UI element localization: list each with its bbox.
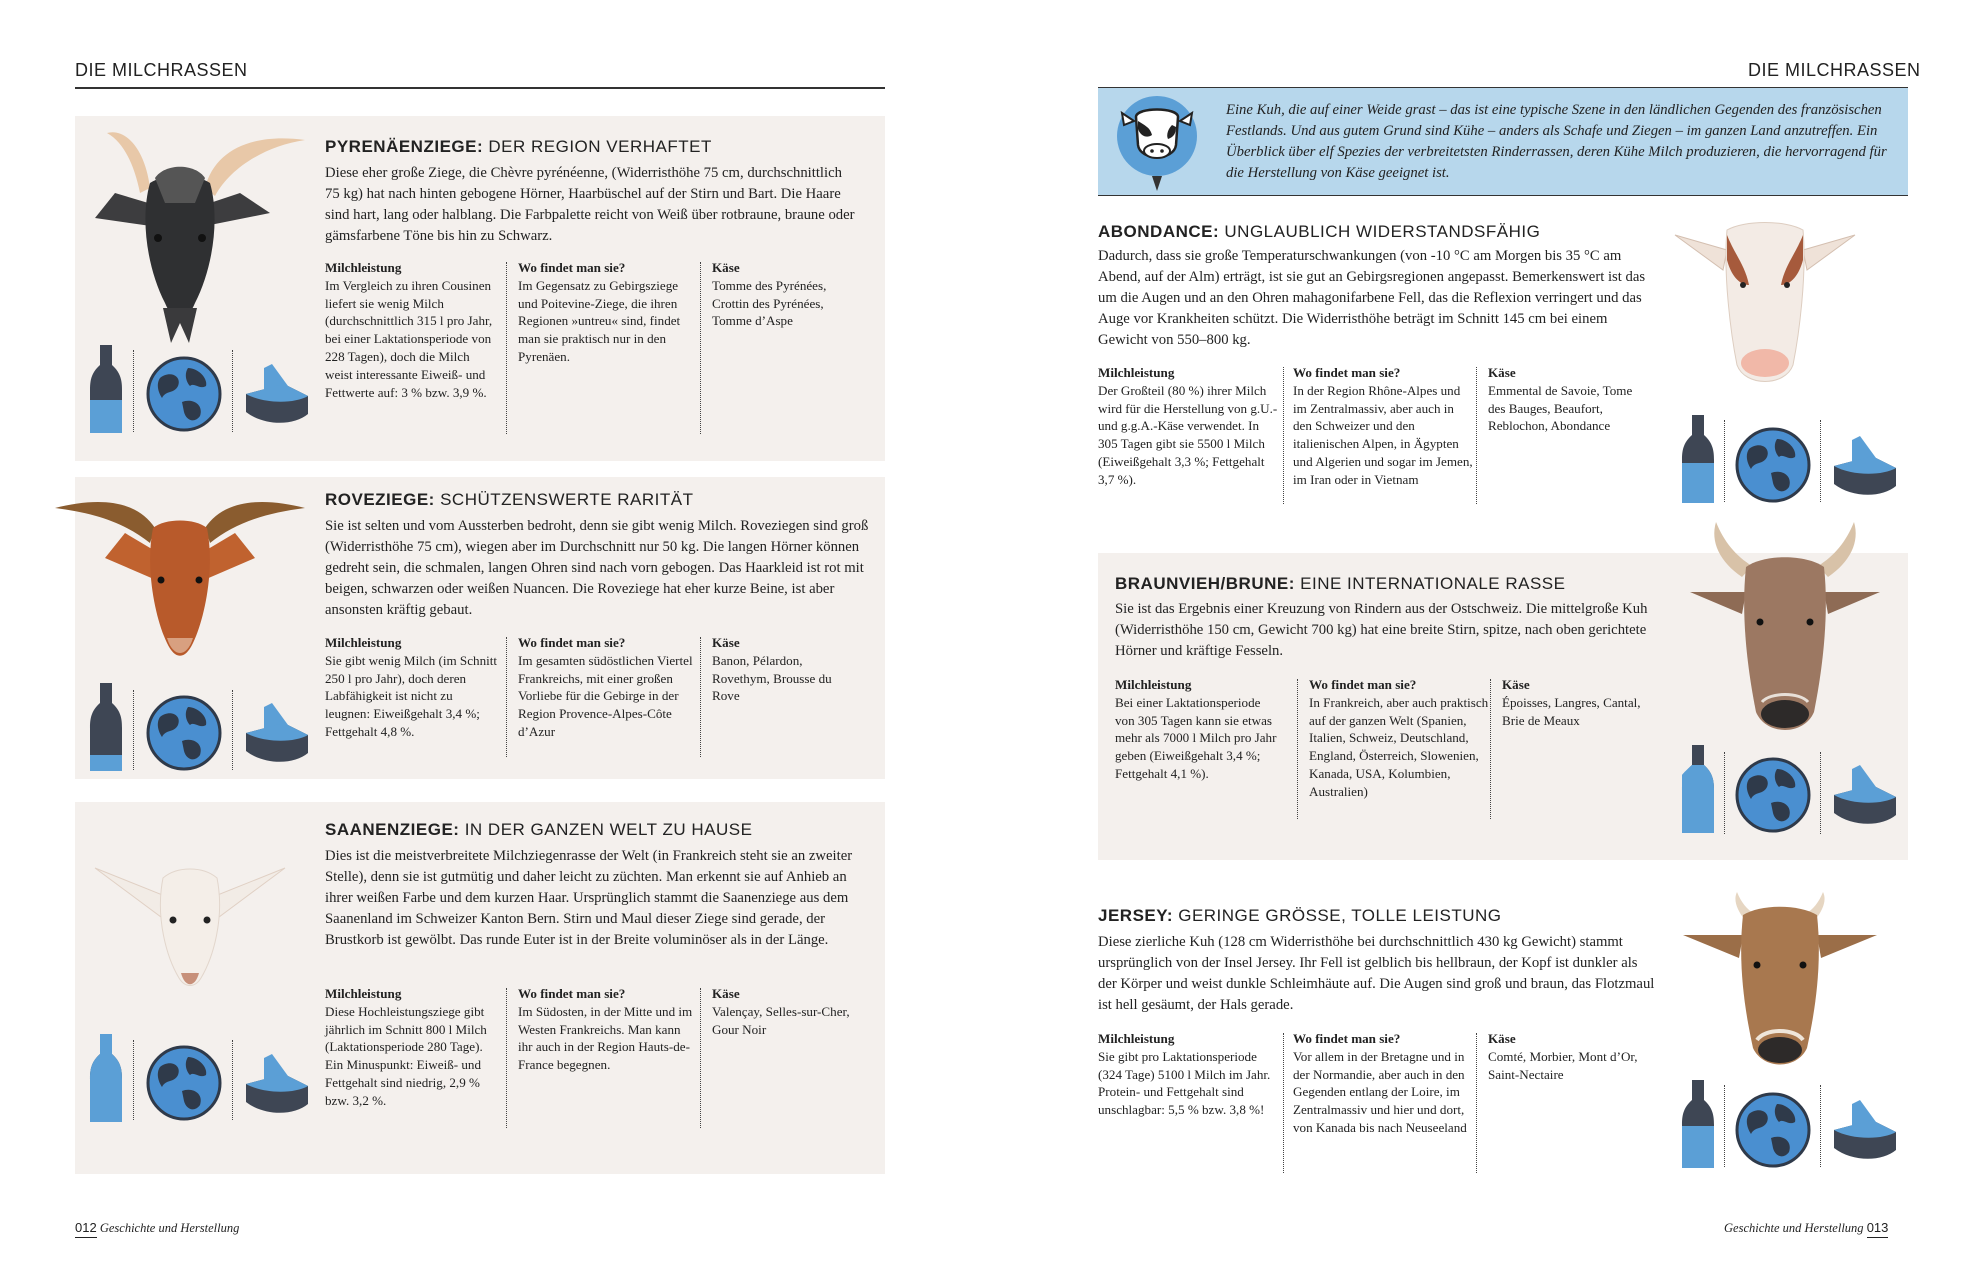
- where-col-saanenziege: Wo findet man sie? Im Südosten, in der Mitte und im Westen Frankreichs. Man kann ihr auch in der Region Hauts-de-France begegnen.: [518, 985, 698, 1074]
- where-col-abondance: Wo findet man sie? In der Region Rhône-Alpes und im Zentralmassiv, aber auch in den Schweizer und den italienischen Alpen, in Ägypten und Algerien und sogar im Jemen, im Iran oder in Vietnam: [1293, 365, 1473, 487]
- divider: [232, 1040, 233, 1120]
- cheese-col-jersey: Käse Comté, Morbier, Mont d’Or, Saint-Nectaire: [1488, 1030, 1648, 1083]
- milk-bottle-icon: [88, 1034, 124, 1124]
- divider: [232, 690, 233, 770]
- where-heading: Wo findet man sie?: [518, 986, 626, 1001]
- breed-title-saanenziege: SAANENZIEGE: IN DER GANZEN WELT ZU HAUSE: [325, 820, 753, 839]
- milk-heading: Milchleistung: [325, 986, 402, 1001]
- left-page-footer: 012 Geschichte und Herstellung: [75, 1220, 239, 1236]
- divider: [1820, 1085, 1821, 1167]
- right-page-footer: Geschichte und Herstellung 013: [1724, 1220, 1888, 1236]
- divider: [1476, 367, 1477, 504]
- goat-pyrenaen-illustration: [55, 128, 305, 348]
- divider: [700, 988, 701, 1128]
- divider: [506, 988, 507, 1128]
- milk-col-braunvieh: Milchleistung Bei einer Laktationsperiode von 305 Tagen kann sie etwas mehr als 7000 l Milch pro Jahr geben (Eiweißgehalt 3,4 %; Fettgehalt 4,1 %).: [1115, 676, 1280, 783]
- page-number-left: 012: [75, 1220, 97, 1238]
- divider: [1820, 420, 1821, 502]
- milk-heading: Milchleistung: [325, 635, 402, 650]
- where-heading: Wo findet man sie?: [518, 260, 626, 275]
- milk-bottle-icon: [1680, 1080, 1716, 1170]
- divider: [1283, 1033, 1284, 1173]
- breed-text-pyrenaenziege: Diese eher große Ziege, die Chèvre pyrénéenne, (Widerristhöhe 75 cm, durchschnittlich 75 kg) hat nach hinten gebogene Hörner, Haarbüschel auf der Stirn und Bart. Die Haare sind hart, lang oder halblang. Die Farbpalette reicht von Weiß über rotbraune, braune oder gämsfarbene Töne bis hin zu Schwarz.: [325, 165, 855, 244]
- divider: [1283, 367, 1284, 504]
- milk-col-saanenziege: Milchleistung Diese Hochleistungsziege gibt jährlich im Schnitt 800 l Milch (Laktationsperiode 280 Tage). Ein Minuspunkt: Eiweiß- und Fettgehalt sind niedrig, 2,9 % bzw. 3,2 %.: [325, 985, 500, 1110]
- milk-bottle-icon: [88, 345, 124, 435]
- page-number-right: 013: [1867, 1220, 1889, 1238]
- cow-braunvieh-illustration: [1680, 522, 1890, 742]
- milk-col-abondance: Milchleistung Der Großteil (80 %) ihrer Milch wird für die Herstellung von g.U.- und g.g.A.-Käse verwendet. In 305 Tagen gibt sie 5500 l Milch (Eiweißgehalt 3,3 %; Fettgehalt 3,7 %).: [1098, 365, 1278, 487]
- breed-title-braunvieh: BRAUNVIEH/BRUNE: EINE INTERNATIONALE RASSE: [1115, 574, 1566, 593]
- breed-text-roveziege: Sie ist selten und vom Aussterben bedroht, denn sie gibt wenig Milch. Roveziegen sind groß (Widerristhöhe 75 cm), wiegen aber im Durchschnitt nur 50 kg. Die langen Hörner können gedreht sein, die schmalen, langen Ohren sind nach vorn gebogen. Das Haarkleid ist rot mit beigen, schwarzen oder weißen Nuancen. Die Roveziege hat eher kurze Beine, ist aber ansonsten kräftig gebaut.: [325, 518, 869, 618]
- left-header-rule: [75, 87, 885, 89]
- milk-heading: Milchleistung: [1115, 677, 1192, 692]
- globe-icon: [1735, 1092, 1811, 1168]
- cheese-icon: [244, 1054, 310, 1120]
- cheese-heading: Käse: [712, 635, 740, 650]
- cheese-col-abondance: Käse Emmental de Savoie, Tome des Bauges, Beaufort, Reblochon, Abondance: [1488, 364, 1648, 435]
- globe-icon: [1735, 427, 1811, 503]
- divider: [1724, 420, 1725, 502]
- right-page-header: DIE MILCHRASSEN: [1748, 60, 1921, 80]
- cheese-icon: [244, 364, 310, 430]
- divider: [506, 262, 507, 434]
- goat-saanen-illustration: [85, 848, 295, 998]
- milk-col-pyrenaenziege: Milchleistung Im Vergleich zu ihren Cousinen liefert sie wenig Milch (durchschnittlich 315 l pro Jahr, bei einer Laktationsperiode von 228 Tagen), doch die Milch weist interessante Eiweiß- und Fettwerte auf: 3 % bzw. 3,9 %.: [325, 259, 500, 401]
- cheese-heading: Käse: [712, 986, 740, 1001]
- where-col-roveziege: Wo findet man sie? Im gesamten südöstlichen Viertel Frankreichs, mit einer großen Vorliebe für die Gebirge in der Region Provence-Alpes-Côte d’Azur: [518, 634, 698, 741]
- cow-jersey-illustration: [1675, 890, 1885, 1075]
- divider: [133, 690, 134, 770]
- intro-text: Eine Kuh, die auf einer Weide grast – das ist eine typische Szene in den ländlichen Gegenden des französischen Festlands. Und aus gutem Grund sind Kühe – anders als Schafe und Ziegen – im ganzen Land anzutreffen. Ein Überblick über elf Spezies der verbreitetsten Rinderrassen, deren Kühe Milch produzieren, die hervorragend für die Herstellung von Käse geeignet ist.: [1226, 102, 1887, 181]
- divider: [1724, 1085, 1725, 1167]
- cow-abondance-illustration: [1665, 215, 1865, 395]
- cheese-icon: [1832, 436, 1898, 502]
- divider: [133, 1040, 134, 1120]
- globe-icon: [146, 356, 222, 432]
- left-page-header: DIE MILCHRASSEN: [75, 60, 248, 80]
- divider: [1820, 752, 1821, 834]
- globe-icon: [146, 695, 222, 771]
- where-heading: Wo findet man sie?: [1293, 1031, 1401, 1046]
- cheese-icon: [1832, 765, 1898, 831]
- where-col-jersey: Wo findet man sie? Vor allem in der Bretagne und in der Normandie, aber auch in den Gegenden entlang der Loire, im Zentralmassiv und hier und dort, von Kanada bis nach Neuseeland: [1293, 1030, 1473, 1137]
- milk-heading: Milchleistung: [1098, 365, 1175, 380]
- breed-title-jersey: JERSEY: GERINGE GRÖSSE, TOLLE LEISTUNG: [1098, 906, 1502, 925]
- milk-heading: Milchleistung: [1098, 1031, 1175, 1046]
- milk-col-jersey: Milchleistung Sie gibt pro Laktationsperiode (324 Tage) 5100 l Milch im Jahr. Protein- und Fettgehalt sind unschlagbar: 5,5 % bzw. 3,8 %!: [1098, 1030, 1278, 1119]
- milk-col-roveziege: Milchleistung Sie gibt wenig Milch (im Schnitt 250 l pro Jahr), doch deren Labfähigkeit ist nicht zu leugnen: Eiweißgehalt 3,4 %; Fettgehalt 4,8 %.: [325, 634, 500, 741]
- where-col-pyrenaenziege: Wo findet man sie? Im Gegensatz zu Gebirgsziege und Poitevine-Ziege, die ihren Regionen »untreu« sind, findet man sie praktisch nur in den Pyrenäen.: [518, 259, 698, 366]
- cheese-heading: Käse: [712, 260, 740, 275]
- divider: [232, 350, 233, 432]
- cheese-col-roveziege: Käse Banon, Pélardon, Rovethym, Brousse du Rove: [712, 634, 862, 705]
- divider: [1297, 679, 1298, 819]
- breed-title-pyrenaenziege: PYRENÄENZIEGE: DER REGION VERHAFTET: [325, 137, 712, 156]
- where-heading: Wo findet man sie?: [1293, 365, 1401, 380]
- cow-badge-icon: [1112, 91, 1202, 201]
- milk-bottle-icon: [1680, 745, 1716, 835]
- milk-bottle-icon: [1680, 415, 1716, 505]
- divider: [506, 637, 507, 757]
- cheese-heading: Käse: [1488, 365, 1516, 380]
- globe-icon: [146, 1045, 222, 1121]
- globe-icon: [1735, 757, 1811, 833]
- divider: [1724, 752, 1725, 834]
- cheese-col-pyrenaenziege: Käse Tomme des Pyrénées, Crottin des Pyrénées, Tomme d’Aspe: [712, 259, 862, 330]
- cheese-col-saanenziege: Käse Valençay, Selles-sur-Cher, Gour Noir: [712, 985, 862, 1038]
- breed-text-braunvieh: Sie ist das Ergebnis einer Kreuzung von Rindern aus der Ostschweiz. Die mittelgroße Kuh (Widerristhöhe 150 cm, Gewicht 700 kg) hat eine breite Stirn, spitze, nach oben gerichtete Hörner und kräftige Fesseln.: [1115, 601, 1648, 659]
- cheese-icon: [1832, 1100, 1898, 1166]
- where-heading: Wo findet man sie?: [518, 635, 626, 650]
- cheese-heading: Käse: [1488, 1031, 1516, 1046]
- cheese-icon: [244, 703, 310, 769]
- breed-title-roveziege: ROVEZIEGE: SCHÜTZENSWERTE RARITÄT: [325, 490, 694, 509]
- divider: [1490, 679, 1491, 819]
- cheese-heading: Käse: [1502, 677, 1530, 692]
- milk-heading: Milchleistung: [325, 260, 402, 275]
- intro-box: [1098, 88, 1908, 196]
- divider: [700, 637, 701, 757]
- where-heading: Wo findet man sie?: [1309, 677, 1417, 692]
- where-col-braunvieh: Wo findet man sie? In Frankreich, aber auch praktisch auf der ganzen Welt (Spanien, Italien, Schweiz, Deutschland, England, Österreich, Slowenien, Kanada, USA, Kolumbien, Australien): [1309, 677, 1489, 799]
- breed-text-saanenziege: Dies ist die meistverbreitete Milchziegenrasse der Welt (in Frankreich steht sie an zweiter Stelle), denn sie ist gutmütig und daher leicht zu züchten. Man erkennt sie auf Anhieb an ihrer weißen Farbe und dem kurzen Haar. Ursprünglich stammt die Saanenziege aus dem Saanenland im Schweizer Kanton Bern. Stirn und Maul dieser Ziege sind gerade, der Brustkorb ist gewölbt. Das runde Euter ist in der Breite voluminöser als in der Länge.: [325, 848, 853, 948]
- goat-rove-illustration: [55, 488, 305, 678]
- milk-bottle-icon: [88, 683, 124, 773]
- divider: [700, 262, 701, 434]
- breed-title-abondance: ABONDANCE: UNGLAUBLICH WIDERSTANDSFÄHIG: [1098, 222, 1541, 241]
- divider: [1476, 1033, 1477, 1173]
- divider: [133, 350, 134, 432]
- breed-text-jersey: Diese zierliche Kuh (128 cm Widerristhöhe bei durchschnittlich 430 kg Gewicht) stammt ursprünglich von der Insel Jersey. Ihr Fell ist gelblich bis hellbraun, der Kopf ist dunkler als der Körper und weist dunkle Schleimhäute auf. Die Augen sind groß und braun, das Flotzmaul ist hell gesäumt, der Hals gerade.: [1098, 934, 1655, 1013]
- breed-text-abondance: Dadurch, dass sie große Temperaturschwankungen (von -10 °C am Morgen bis 35 °C am Abend, auf der Alm) erträgt, ist sie gut an Gebirgsregionen angepasst. Bemerkenswert ist das um die Augen und an den Ohren mahagonifarbene Fell, das die Reflexion verringert und das Auge vor Krankheiten schützt. Die Widerristhöhe beträgt im Schnitt 145 cm bei einem Gewicht von 550–800 kg.: [1098, 248, 1646, 348]
- cheese-col-braunvieh: Käse Époisses, Langres, Cantal, Brie de Meaux: [1502, 677, 1641, 728]
